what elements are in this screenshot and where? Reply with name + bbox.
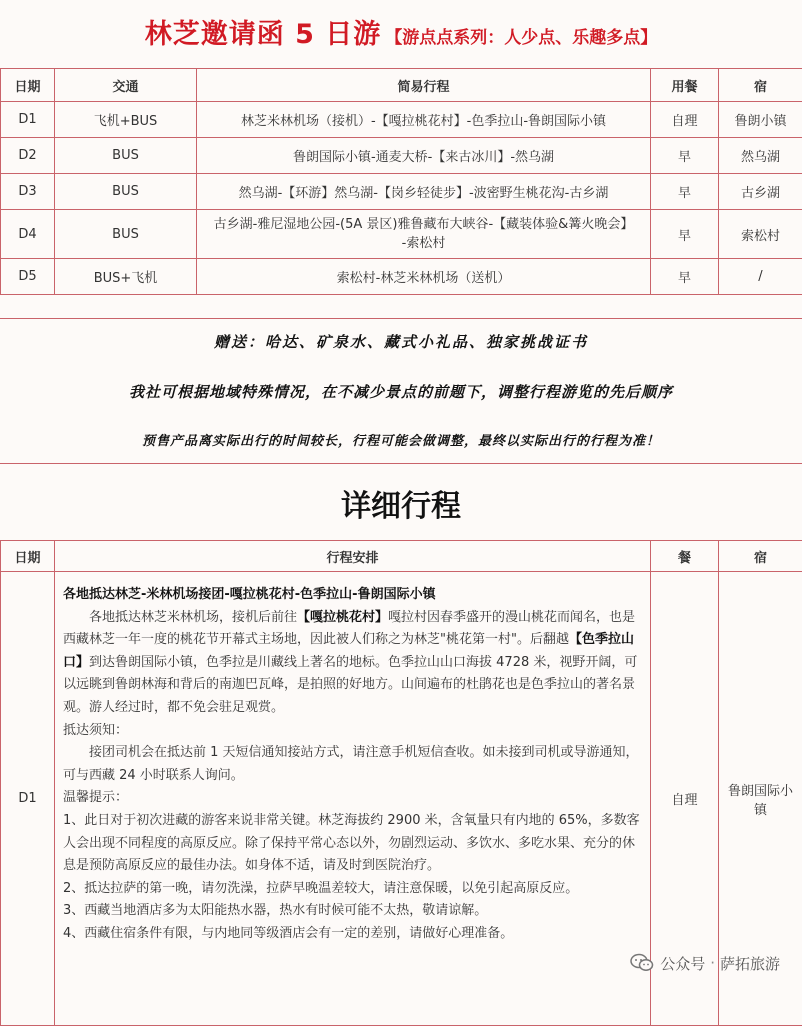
cell-day: D4 (1, 210, 55, 259)
cell-meal: 自理 (651, 572, 719, 1026)
summary-header-row (1, 69, 802, 102)
cell-stay: 索松村 (719, 210, 802, 259)
cell-transport: 飞机+BUS (55, 102, 197, 138)
cell-stay: 古乡湖 (719, 174, 802, 210)
detail-section-title: 详细行程 (0, 481, 802, 525)
title-subtitle: 【游点点系列：人少点、乐趣多点】 (385, 28, 657, 48)
cell-transport: BUS+飞机 (55, 259, 197, 295)
cell-route: 鲁朗国际小镇-通麦大桥-【来古冰川】-然乌湖 (197, 138, 651, 174)
presale-note: 预售产品离实际出行的时间较长，行程可能会做调整，最终以实际出行的行程为准！ (0, 430, 802, 449)
cell-meal: 自理 (651, 102, 719, 138)
watermark-name: 萨拓旅游 (720, 953, 780, 974)
col-transport: 交通 (55, 69, 197, 102)
cell-stay: 然乌湖 (719, 138, 802, 174)
table-row (1, 259, 802, 295)
tip-1: 1、此日对于初次进藏的游客来说非常关键。林芝海拔约 2900 米，含氧量只有内地的 65%，多数客人会出现不同程度的高原反应。除了保持平常心态以外，勿剧烈运动、多饮水、多吃水果、充分的休息是预防高原反应的最佳办法。如身体不适，请及时到医院治疗。 (63, 810, 642, 878)
day-plan (55, 572, 651, 1026)
cell-meal: 早 (651, 174, 719, 210)
cell-day: D3 (1, 174, 55, 210)
cell-transport: BUS (55, 138, 197, 174)
cell-route: 林芝米林机场（接机）-【嘎拉桃花村】-色季拉山-鲁朗国际小镇 (197, 102, 651, 138)
watermark-dot: · (710, 954, 715, 972)
cell-meal: 早 (651, 259, 719, 295)
cell-transport: BUS (55, 174, 197, 210)
tip-3: 3、西藏当地酒店多为太阳能热水器，热水有时候可能不太热，敬请谅解。 (63, 900, 642, 923)
tip-4: 4、西藏住宿条件有限，与内地同等级酒店会有一定的差别，请做好心理准备。 (63, 923, 642, 946)
cell-meal: 早 (651, 210, 719, 259)
cell-route (197, 210, 651, 259)
summary-table (0, 68, 802, 295)
cell-stay: 鲁朗小镇 (719, 102, 802, 138)
cell-day: D1 (1, 102, 55, 138)
col-date: 日期 (1, 69, 55, 102)
cell-transport: BUS (55, 210, 197, 259)
cell-day: D1 (1, 572, 55, 1026)
cell-day: D2 (1, 138, 55, 174)
highlight-sejila: 【色季拉山口】 (63, 632, 634, 670)
detail-header-row (1, 541, 802, 572)
col-stay: 宿 (719, 541, 802, 572)
watermark (630, 950, 780, 976)
col-date: 日期 (1, 541, 55, 572)
col-stay: 宿 (719, 69, 802, 102)
cell-stay: / (719, 259, 802, 295)
wechat-icon (630, 953, 654, 973)
page-title (0, 12, 802, 58)
watermark-prefix: 公众号 (660, 953, 705, 974)
table-row (1, 102, 802, 138)
route-line-2: -索松村 (201, 234, 646, 253)
cell-route: 索松村-林芝米林机场（送机） (197, 259, 651, 295)
route-line-1: 古乡湖-雅尼湿地公园-(5A 景区)雅鲁藏布大峡谷-【藏装体验&篝火晚会】 (201, 215, 646, 234)
col-plan: 行程安排 (55, 541, 651, 572)
cell-meal: 早 (651, 138, 719, 174)
arrival-label: 抵达须知： (63, 720, 642, 743)
tip-2: 2、抵达拉萨的第一晚，请勿洗澡，拉萨早晚温差较大，请注意保暖，以免引起高原反应。 (63, 878, 642, 901)
notes-block (0, 318, 802, 464)
day-heading: 各地抵达林芝-米林机场接团-嘎拉桃花村-色季拉山-鲁朗国际小镇 (63, 584, 642, 607)
cell-day: D5 (1, 259, 55, 295)
table-row (1, 210, 802, 259)
highlight-galacun: 【嘎拉桃花村】 (297, 610, 388, 625)
col-meal: 用餐 (651, 69, 719, 102)
tips-label: 温馨提示： (63, 787, 642, 810)
adjust-note: 我社可根据地域特殊情况，在不减少景点的前题下，调整行程游览的先后顺序 (0, 381, 802, 402)
col-meal: 餐 (651, 541, 719, 572)
cell-route: 然乌湖-【环游】然乌湖-【岗乡轻徒步】-波密野生桃花沟-古乡湖 (197, 174, 651, 210)
gift-note: 赠送：哈达、矿泉水、藏式小礼品、独家挑战证书 (0, 331, 802, 352)
table-row (1, 138, 802, 174)
cell-stay: 鲁朗国际小镇 (719, 572, 802, 1026)
col-route: 简易行程 (197, 69, 651, 102)
table-row (1, 174, 802, 210)
day-description: 各地抵达林芝米林机场，接机后前往【嘎拉桃花村】嘎拉村因春季盛开的漫山桃花而闻名，也是西藏林芝一年一度的桃花节开幕式主场地，因此被人们称之为林芝"桃花第一村"。后翻越【色季拉山口】到达鲁朗国际小镇，色季拉是川藏线上著名的地标。色季拉山山口海拔 4728 米，视野开阔，可以远眺到鲁朗林海和背后的南迦巴瓦峰，是拍照的好地方。山间遍布的杜鹃花也是色季拉山的著名景观。游人经过时，都不免会驻足观赏。 (63, 607, 642, 720)
title-main: 林芝邀请函 5 日游 (145, 19, 382, 50)
arrival-text: 接团司机会在抵达前 1 天短信通知接站方式，请注意手机短信查收。如未接到司机或导游通知，可与西藏 24 小时联系人询问。 (63, 742, 642, 787)
